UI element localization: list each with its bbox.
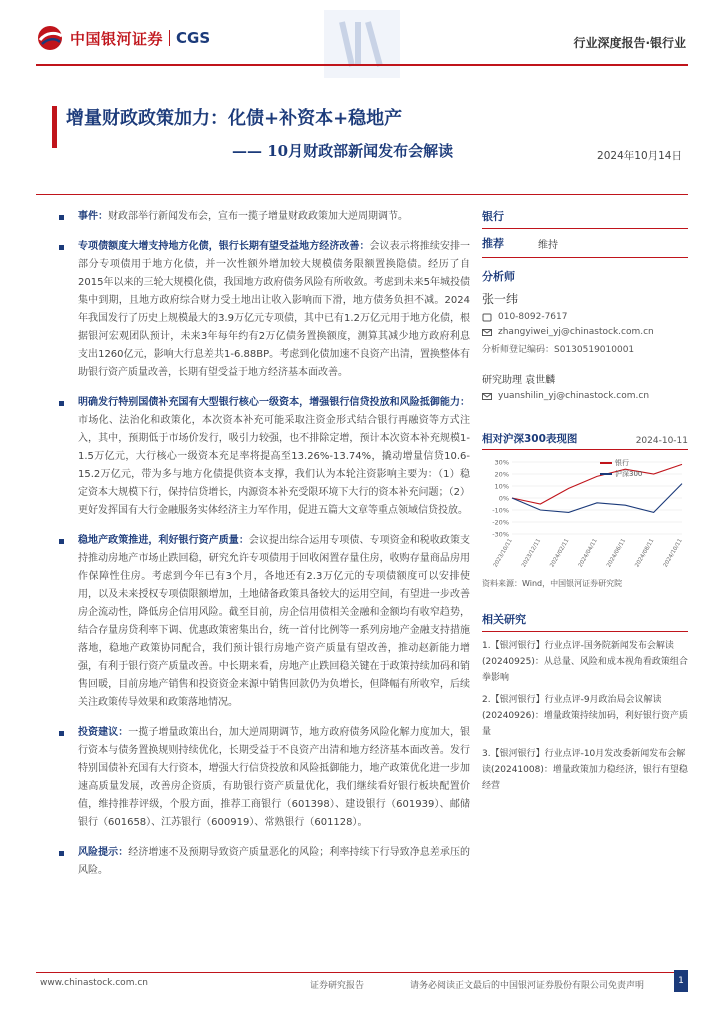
report-type: 行业深度报告·银行业: [573, 36, 686, 50]
legend-swatch: [600, 473, 612, 475]
bullet-icon: [59, 401, 64, 406]
page-header: [0, 0, 724, 70]
legend-label: 沪深300: [615, 470, 643, 478]
paragraph-lead: 事件：: [78, 211, 108, 222]
company-logo: [36, 24, 210, 52]
x-tick-label: 2023/12/11: [521, 538, 543, 569]
legend-item: [600, 458, 642, 469]
bullet-icon: [59, 851, 64, 856]
logo-text: 中国银河证券: [70, 29, 164, 48]
bullet-icon: [59, 539, 64, 544]
footer-center: 证券研究报告: [310, 981, 365, 991]
rating-label: 推荐: [482, 237, 504, 250]
assistant-email[interactable]: [482, 391, 688, 401]
bullet-icon: [59, 245, 64, 250]
title-divider: [36, 194, 688, 195]
legend-swatch: [600, 462, 612, 464]
chart-header: [482, 431, 688, 450]
phone-text: 010-8092-7617: [498, 312, 568, 322]
sidebar: [482, 208, 688, 794]
y-tick-label: 30%: [494, 458, 509, 467]
report-title: 增量财政政策加力：化债+补资本+稳地产: [66, 108, 403, 129]
rating-value: 维持: [538, 239, 558, 251]
summary-paragraph: [52, 724, 470, 832]
footer-website[interactable]: www.chinastock.com.cn: [40, 978, 148, 988]
bullet-icon: [59, 215, 64, 220]
analyst-name: 张一纬: [482, 292, 519, 306]
footer-disclaimer: 请务必阅读正文最后的中国银河证券股份有限公司免责声明: [410, 981, 645, 991]
phone-icon: [482, 313, 492, 322]
report-subtitle: —— 10月财政部新闻发布会解读: [232, 142, 454, 160]
paragraph-lead: 投资建议：: [78, 727, 129, 738]
paragraph-text: 一揽子增量政策出台，加大逆周期调节，地方政府债务风险化解力度加大，银行资本与债务置换规则持续优化，长期受益于不良资产出清和地方经济基本面改善。发行特别国债补充国有大行资本，增强大行信贷投放和风险抵御能力，地产政策优化进一步加速高质量发展，改善房企资质，有助银行资产质量优化，我们继续看好银行板块配置价值，维持推荐评级，个股方面，推荐工商银行（601398）、建设银行（601939）、邮储银行（601658）、江苏银行（600919）、常熟银行（601128）。: [78, 727, 471, 828]
analyst-email[interactable]: [482, 327, 688, 337]
paragraph-text: 市场化、法治化和政策化，本次资本补充可能采取注资金形式结合银行再融资等方式注入，其中，预期低于市场价发行，吸引力较强，也不排除定增，预计本次资本补充规模1-1.5万亿元，大行核心一级资本充足率将提高至13.26%-13.74%，撬动增量信贷10.6-15.2万亿元，带为多与地方化债提供资本支撑，我们认为本轮注资影响主要为：（1）稳定资本大规模下行，保持信贷增长，内源资本补充受限环境下大行的资本补充问题；（2）更好发挥国有大行金融服务实体经济主力军作用，促进五篇大文章等重点领域信贷投放。: [78, 415, 470, 516]
related-research-heading: 相关研究: [482, 611, 688, 632]
performance-chart: [482, 454, 688, 572]
research-assistant: 研究助理 袁世麟: [482, 375, 556, 386]
legend-item: [600, 469, 642, 480]
y-tick-label: 10%: [494, 482, 509, 491]
rating-divider: [482, 257, 688, 258]
paragraph-lead: 明确发行特别国债补充国有大型银行核心一级资本，增强银行信贷投放和风险抵御能力：: [78, 397, 470, 408]
bullet-icon: [59, 731, 64, 736]
rating-row: [482, 235, 688, 251]
summary-paragraph: [52, 238, 470, 382]
cgs-watermark-icon: [322, 8, 402, 80]
summary-paragraph: [52, 532, 470, 712]
logo-cgs: CGS: [176, 29, 211, 47]
summary-paragraph: [52, 394, 470, 520]
chart-title: 相对沪深300表现图: [482, 433, 578, 445]
email-icon: [482, 328, 492, 337]
chart-source: 资料来源：Wind，中国银河证券研究院: [482, 579, 623, 588]
related-research-item[interactable]: 2.【银河银行】行业点评-9月政治局会议解读(20240926)：增量政策持续加码，利好银行资产质量: [482, 695, 688, 737]
email-text: zhangyiwei_yj@chinastock.com.cn: [498, 327, 654, 337]
x-tick-label: 2024/06/11: [606, 538, 628, 569]
title-accent-bar: [52, 106, 57, 148]
y-tick-label: 0%: [498, 494, 509, 503]
analyst-heading: 分析师: [482, 270, 515, 283]
related-research-item[interactable]: 3.【银河银行】行业点评-10月发改委新闻发布会解读(20241008)：增量政策加力稳经济，银行有望稳经营: [482, 749, 688, 791]
x-tick-label: 2024/02/11: [549, 538, 571, 569]
paragraph-text: 会议提出综合运用专项债、专项资金和税收政策支持推动房地产市场止跌回稳，研究允许专项债用于回收闲置存量住房，收购存量商品房用作保障性住房。考虑到今年已有3个月，各地还有2.3万亿元的专项债额度可以安排使用，以及未来授权专项债限额增加，土地储备政策具备较大的运用空间，有望进一步改善房企流动性，降低房企信用风险。截至目前，房企信用债相关金融和金额均有收窄趋势，结合存量房贷利率下调、优惠政策密集出台，统一首付比例等一系列房地产金融支持措施落地，稳地产政策协同配合，我们预计银行房地产资产质量有望改善，推动赵新能力增强，有利于银行资产质量改善。中长期来看，房地产止跌回稳关键在于政策持续加码和销售回暖，目前房地产销售和投资资金来源中销售回款仍为负增长，但降幅有所收窄，后续关注政策传导效果和政策落地情况。: [78, 535, 471, 708]
page-number: 1: [674, 970, 688, 992]
analyst-cert: [482, 342, 688, 355]
report-date: 2024年10月14日: [597, 150, 682, 162]
paragraph-lead: 风险提示：: [78, 847, 129, 858]
logo-divider: [169, 30, 170, 46]
email-icon: [482, 392, 492, 401]
sector-heading: 银行: [482, 208, 688, 229]
y-tick-label: -10%: [492, 506, 509, 515]
x-tick-label: 2023/10/11: [492, 538, 514, 569]
chart-date: 2024-10-11: [635, 436, 688, 446]
chart-legend: [600, 458, 642, 480]
summary-paragraph: [52, 844, 470, 880]
main-column: [52, 208, 470, 892]
y-tick-label: -30%: [492, 530, 509, 539]
header-divider: [36, 64, 688, 66]
assistant-email-text: yuanshilin_yj@chinastock.com.cn: [498, 391, 650, 401]
summary-paragraph: [52, 208, 470, 226]
y-tick-label: 20%: [494, 470, 509, 479]
y-tick-label: -20%: [492, 518, 509, 527]
cert-text: 分析师登记编码：S0130519010001: [482, 345, 635, 355]
paragraph-text: 会议表示将推续安排一部分专项债用于地方化债，并一次性额外增加较大规模债务限额置换隐债。经历了自2015年以来的三轮大规模化债，我国地方政府债务风险有所收敛。考虑到未来5年城投债集中到期，且地方政府综合财力受土地出让收入影响而下滑，地方债务负担不减。2024年我国发行了历史上规模最大的3.9万亿元专项债，其中已有1.2万亿元用于地方化债，根据银河宏观团队预计，未来3年每年约有2万亿债务置换额度，测算其减少地方政府利息支出1260亿元，影响大行息差共1-6.88BP。考虑到化债加速不良资产出清，置换整体有助银行资产质量改善，长期有望受益于地方经济基本面改善。: [78, 241, 471, 378]
performance-chart-svg: [482, 454, 688, 572]
related-research-item[interactable]: 1.【银河银行】行业点评-国务院新闻发布会解读(20240925)：从总量、风险和成本视角看政策组合拳影响: [482, 641, 688, 683]
paragraph-text: 财政部举行新闻发布会，宣布一揽子增量财政政策加大逆周期调节。: [108, 211, 408, 222]
x-tick-label: 2024/04/11: [577, 538, 599, 569]
paragraph-lead: 稳地产政策推进，利好银行资产质量：: [78, 535, 249, 546]
paragraph-lead: 专项债额度大增支持地方化债，银行长期有望受益地方经济改善：: [78, 241, 370, 252]
galaxy-logo-icon: [36, 24, 64, 52]
x-tick-label: 2024/10/11: [662, 538, 684, 569]
paragraph-text: 经济增速不及预期导致资产质量恶化的风险；利率持续下行导致净息差承压的风险。: [78, 847, 471, 876]
legend-label: 银行: [615, 459, 629, 467]
footer-divider: [36, 972, 688, 973]
analyst-phone: [482, 312, 688, 322]
x-tick-label: 2024/08/11: [634, 538, 656, 569]
